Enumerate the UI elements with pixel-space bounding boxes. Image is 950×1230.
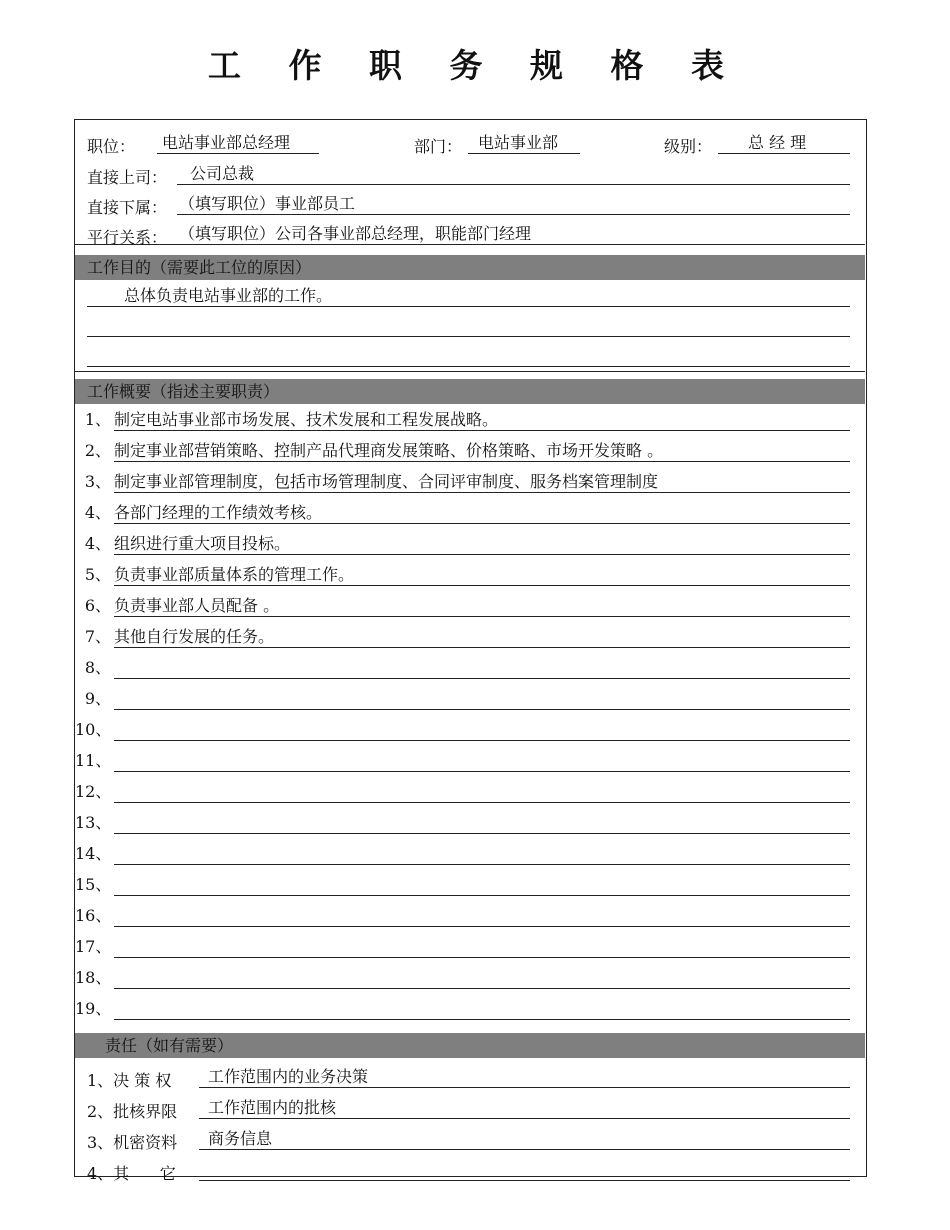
responsibility-label: 2、批核界限 xyxy=(87,1102,178,1121)
summary-item-text[interactable] xyxy=(114,998,850,1020)
summary-item-number: 4、 xyxy=(84,534,111,553)
summary-item-number: 1、 xyxy=(84,410,111,429)
summary-item-number: 13、 xyxy=(75,813,112,832)
summary-item-text[interactable]: 其他自行发展的任务。 xyxy=(114,626,850,648)
summary-item-text[interactable]: 组织进行重大项目投标。 xyxy=(114,533,850,555)
position-field[interactable]: 电站事业部总经理 xyxy=(157,132,319,154)
subordinate-field[interactable]: （填写职位）事业部员工 xyxy=(177,193,850,215)
summary-item-number: 18、 xyxy=(75,968,112,987)
purpose-line[interactable] xyxy=(87,315,850,337)
summary-item-text[interactable]: 制定事业部管理制度，包括市场管理制度、合同评审制度、服务档案管理制度 xyxy=(114,471,850,493)
summary-item-text[interactable] xyxy=(114,719,850,741)
summary-item-text[interactable] xyxy=(114,781,850,803)
superior-field[interactable]: 公司总裁 xyxy=(177,163,850,185)
purpose-line[interactable]: 总体负责电站事业部的工作。 xyxy=(87,285,850,307)
dept-label: 部门： xyxy=(414,137,463,156)
responsibility-value[interactable]: 商务信息 xyxy=(199,1128,850,1150)
responsibility-label: 4、其 它 xyxy=(87,1164,176,1183)
summary-item-text[interactable] xyxy=(114,812,850,834)
purpose-header-text: 工作目的（需要此工位的原因） xyxy=(87,258,312,277)
page-title: 工 作 职 务 规 格 表 xyxy=(208,46,742,85)
responsibility-value[interactable] xyxy=(199,1159,850,1181)
summary-item-text[interactable]: 制定电站事业部市场发展、技术发展和工程发展战略。 xyxy=(114,409,850,431)
summary-item-number: 8、 xyxy=(84,658,111,677)
summary-item-number: 15、 xyxy=(75,875,112,894)
summary-item-number: 19、 xyxy=(75,999,112,1018)
summary-header-text: 工作概要（指述主要职责） xyxy=(87,382,280,401)
dept-field[interactable]: 电站事业部 xyxy=(468,132,580,154)
summary-item-number: 16、 xyxy=(75,906,112,925)
summary-item-number: 6、 xyxy=(84,596,111,615)
summary-item-text[interactable]: 负责事业部人员配备 。 xyxy=(114,595,850,617)
summary-item-number: 14、 xyxy=(75,844,112,863)
responsibility-label: 1、决 策 权 xyxy=(87,1071,172,1090)
purpose-line[interactable] xyxy=(87,345,850,367)
summary-item-number: 11、 xyxy=(75,751,112,770)
responsibility-header-text: 责任（如有需要） xyxy=(105,1036,234,1055)
summary-item-number: 4、 xyxy=(84,503,111,522)
summary-item-number: 17、 xyxy=(75,937,112,956)
summary-item-text[interactable] xyxy=(114,874,850,896)
summary-item-number: 2、 xyxy=(84,441,111,460)
subordinate-label: 直接下属： xyxy=(87,198,168,217)
summary-item-text[interactable] xyxy=(114,688,850,710)
summary-item-text[interactable] xyxy=(114,657,850,679)
summary-header xyxy=(75,379,865,404)
summary-item-text[interactable] xyxy=(114,905,850,927)
summary-item-text[interactable]: 制定事业部营销策略、控制产品代理商发展策略、价格策略、市场开发策略 。 xyxy=(114,440,850,462)
position-label: 职位： xyxy=(87,137,136,156)
divider xyxy=(75,371,865,372)
responsibility-value[interactable]: 工作范围内的业务决策 xyxy=(199,1066,850,1088)
purpose-header xyxy=(75,255,865,280)
summary-item-number: 7、 xyxy=(84,627,111,646)
responsibility-label: 3、机密资料 xyxy=(87,1133,178,1152)
summary-item-text[interactable]: 各部门经理的工作绩效考核。 xyxy=(114,502,850,524)
parallel-field[interactable]: （填写职位）公司各事业部总经理，职能部门经理 xyxy=(177,223,850,245)
summary-item-text[interactable]: 负责事业部质量体系的管理工作。 xyxy=(114,564,850,586)
superior-label: 直接上司： xyxy=(87,168,168,187)
responsibility-value[interactable]: 工作范围内的批核 xyxy=(199,1097,850,1119)
summary-item-number: 5、 xyxy=(84,565,111,584)
summary-item-number: 3、 xyxy=(84,472,111,491)
responsibility-header xyxy=(75,1033,865,1058)
divider xyxy=(75,244,865,245)
summary-item-text[interactable] xyxy=(114,936,850,958)
summary-item-text[interactable] xyxy=(114,843,850,865)
summary-item-text[interactable] xyxy=(114,750,850,772)
parallel-label: 平行关系： xyxy=(87,228,168,247)
level-label: 级别： xyxy=(664,137,713,156)
summary-item-number: 9、 xyxy=(84,689,111,708)
level-field[interactable]: 总 经 理 xyxy=(718,132,850,154)
summary-item-number: 12、 xyxy=(75,782,112,801)
job-spec-form xyxy=(74,119,867,1183)
summary-item-text[interactable] xyxy=(114,967,850,989)
summary-item-number: 10、 xyxy=(75,720,112,739)
